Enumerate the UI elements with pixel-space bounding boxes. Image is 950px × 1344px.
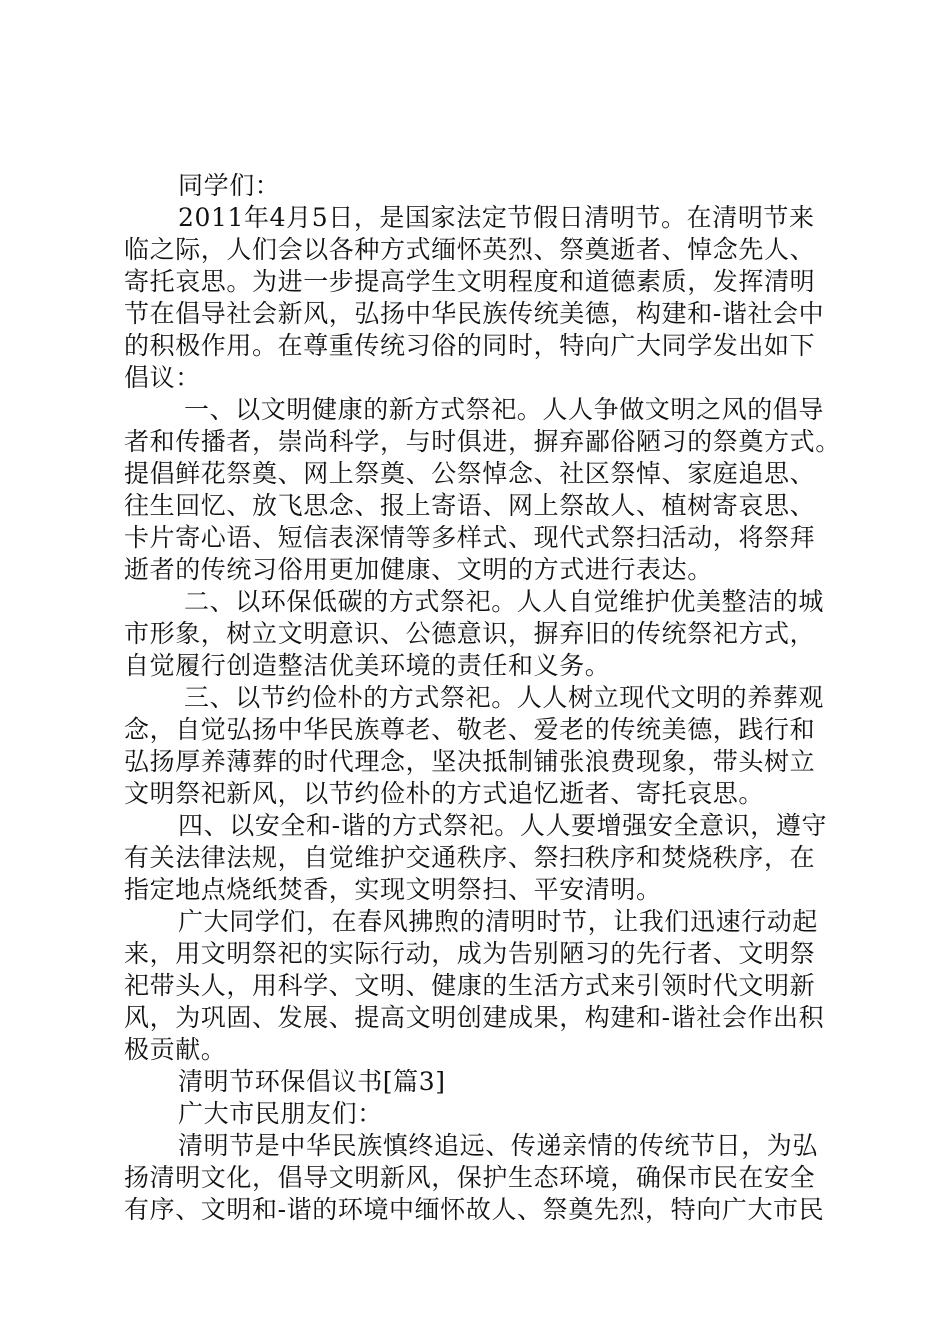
paragraph-line: 念，自觉弘扬中华民族尊老、敬老、爱老的传统美德，践行和 — [124, 715, 816, 744]
paragraph-line: 倡议： — [124, 363, 201, 392]
paragraph-line: 来，用文明祭祀的实际行动，成为告别陋习的先行者、文明祭 — [124, 939, 816, 968]
paragraph-line: 四、以安全和-谐的方式祭祀。人人要增强安全意识，遵守 — [178, 811, 828, 840]
paragraph-line: 往生回忆、放飞思念、报上寄语、网上祭故人、植树寄哀思、 — [124, 491, 816, 520]
paragraph-line: 有关法律法规，自觉维护交通秩序、祭扫秩序和焚烧秩序，在 — [124, 843, 816, 872]
paragraph-line: 逝者的传统习俗用更加健康、文明的方式进行表达。 — [124, 555, 713, 584]
paragraph-line: 者和传播者，崇尚科学，与时俱进，摒弃鄙俗陋习的祭奠方式。 — [124, 427, 841, 456]
paragraph-line: 弘扬厚养薄葬的时代理念，坚决抵制铺张浪费现象，带头树立 — [124, 747, 816, 776]
paragraph-line: 清明节是中华民族慎终追远、传递亲情的传统节日，为弘 — [178, 1131, 819, 1160]
document-body — [124, 170, 841, 1226]
paragraph-line: 祀带头人，用科学、文明、健康的生活方式来引领时代文明新 — [124, 971, 816, 1000]
paragraph-line: 节在倡导社会新风，弘扬中华民族传统美德，构建和-谐社会中 — [124, 299, 825, 328]
section-heading: 清明节环保倡议书[篇3] — [178, 1067, 446, 1096]
paragraph-line: 广大同学们，在春风拂煦的清明时节，让我们迅速行动起 — [178, 907, 819, 936]
paragraph-line: 指定地点烧纸焚香，实现文明祭扫、平安清明。 — [124, 875, 662, 904]
paragraph-line: 一、以文明健康的新方式祭祀。人人争做文明之风的倡导 — [184, 395, 825, 424]
paragraph-line: 的积极作用。在尊重传统习俗的同时，特向广大同学发出如下 — [124, 331, 816, 360]
salutation: 同学们： — [178, 171, 281, 200]
paragraph-line: 有序、文明和-谐的环境中缅怀故人、祭奠先烈，特向广大市民 — [124, 1195, 825, 1224]
paragraph-line: 风，为巩固、发展、提高文明创建成果，构建和-谐社会作出积 — [124, 1003, 825, 1032]
paragraph-line: 自觉履行创造整洁优美环境的责任和义务。 — [124, 651, 611, 680]
paragraph-line: 2011年4月5日，是国家法定节假日清明节。在清明节来 — [178, 203, 815, 232]
paragraph-line: 极贡献。 — [124, 1035, 227, 1064]
paragraph-line: 卡片寄心语、短信表深情等多样式、现代式祭扫活动，将祭拜 — [124, 523, 816, 552]
paragraph-line: 寄托哀思。为进一步提高学生文明程度和道德素质，发挥清明 — [124, 267, 816, 296]
paragraph-line: 扬清明文化，倡导文明新风，保护生态环境，确保市民在安全 — [124, 1163, 816, 1192]
paragraph-line: 二、以环保低碳的方式祭祀。人人自觉维护优美整洁的城 — [184, 587, 825, 616]
paragraph-line: 文明祭祀新风，以节约俭朴的方式追忆逝者、寄托哀思。 — [124, 779, 765, 808]
paragraph-line: 提倡鲜花祭奠、网上祭奠、公祭悼念、社区祭悼、家庭追思、 — [124, 459, 816, 488]
paragraph-line: 三、以节约俭朴的方式祭祀。人人树立现代文明的养葬观 — [184, 683, 825, 712]
salutation: 广大市民朋友们： — [178, 1099, 383, 1128]
paragraph-line: 临之际，人们会以各种方式缅怀英烈、祭奠逝者、悼念先人、 — [124, 235, 816, 264]
paragraph-line: 市形象，树立文明意识、公德意识，摒弃旧的传统祭祀方式， — [124, 619, 816, 648]
